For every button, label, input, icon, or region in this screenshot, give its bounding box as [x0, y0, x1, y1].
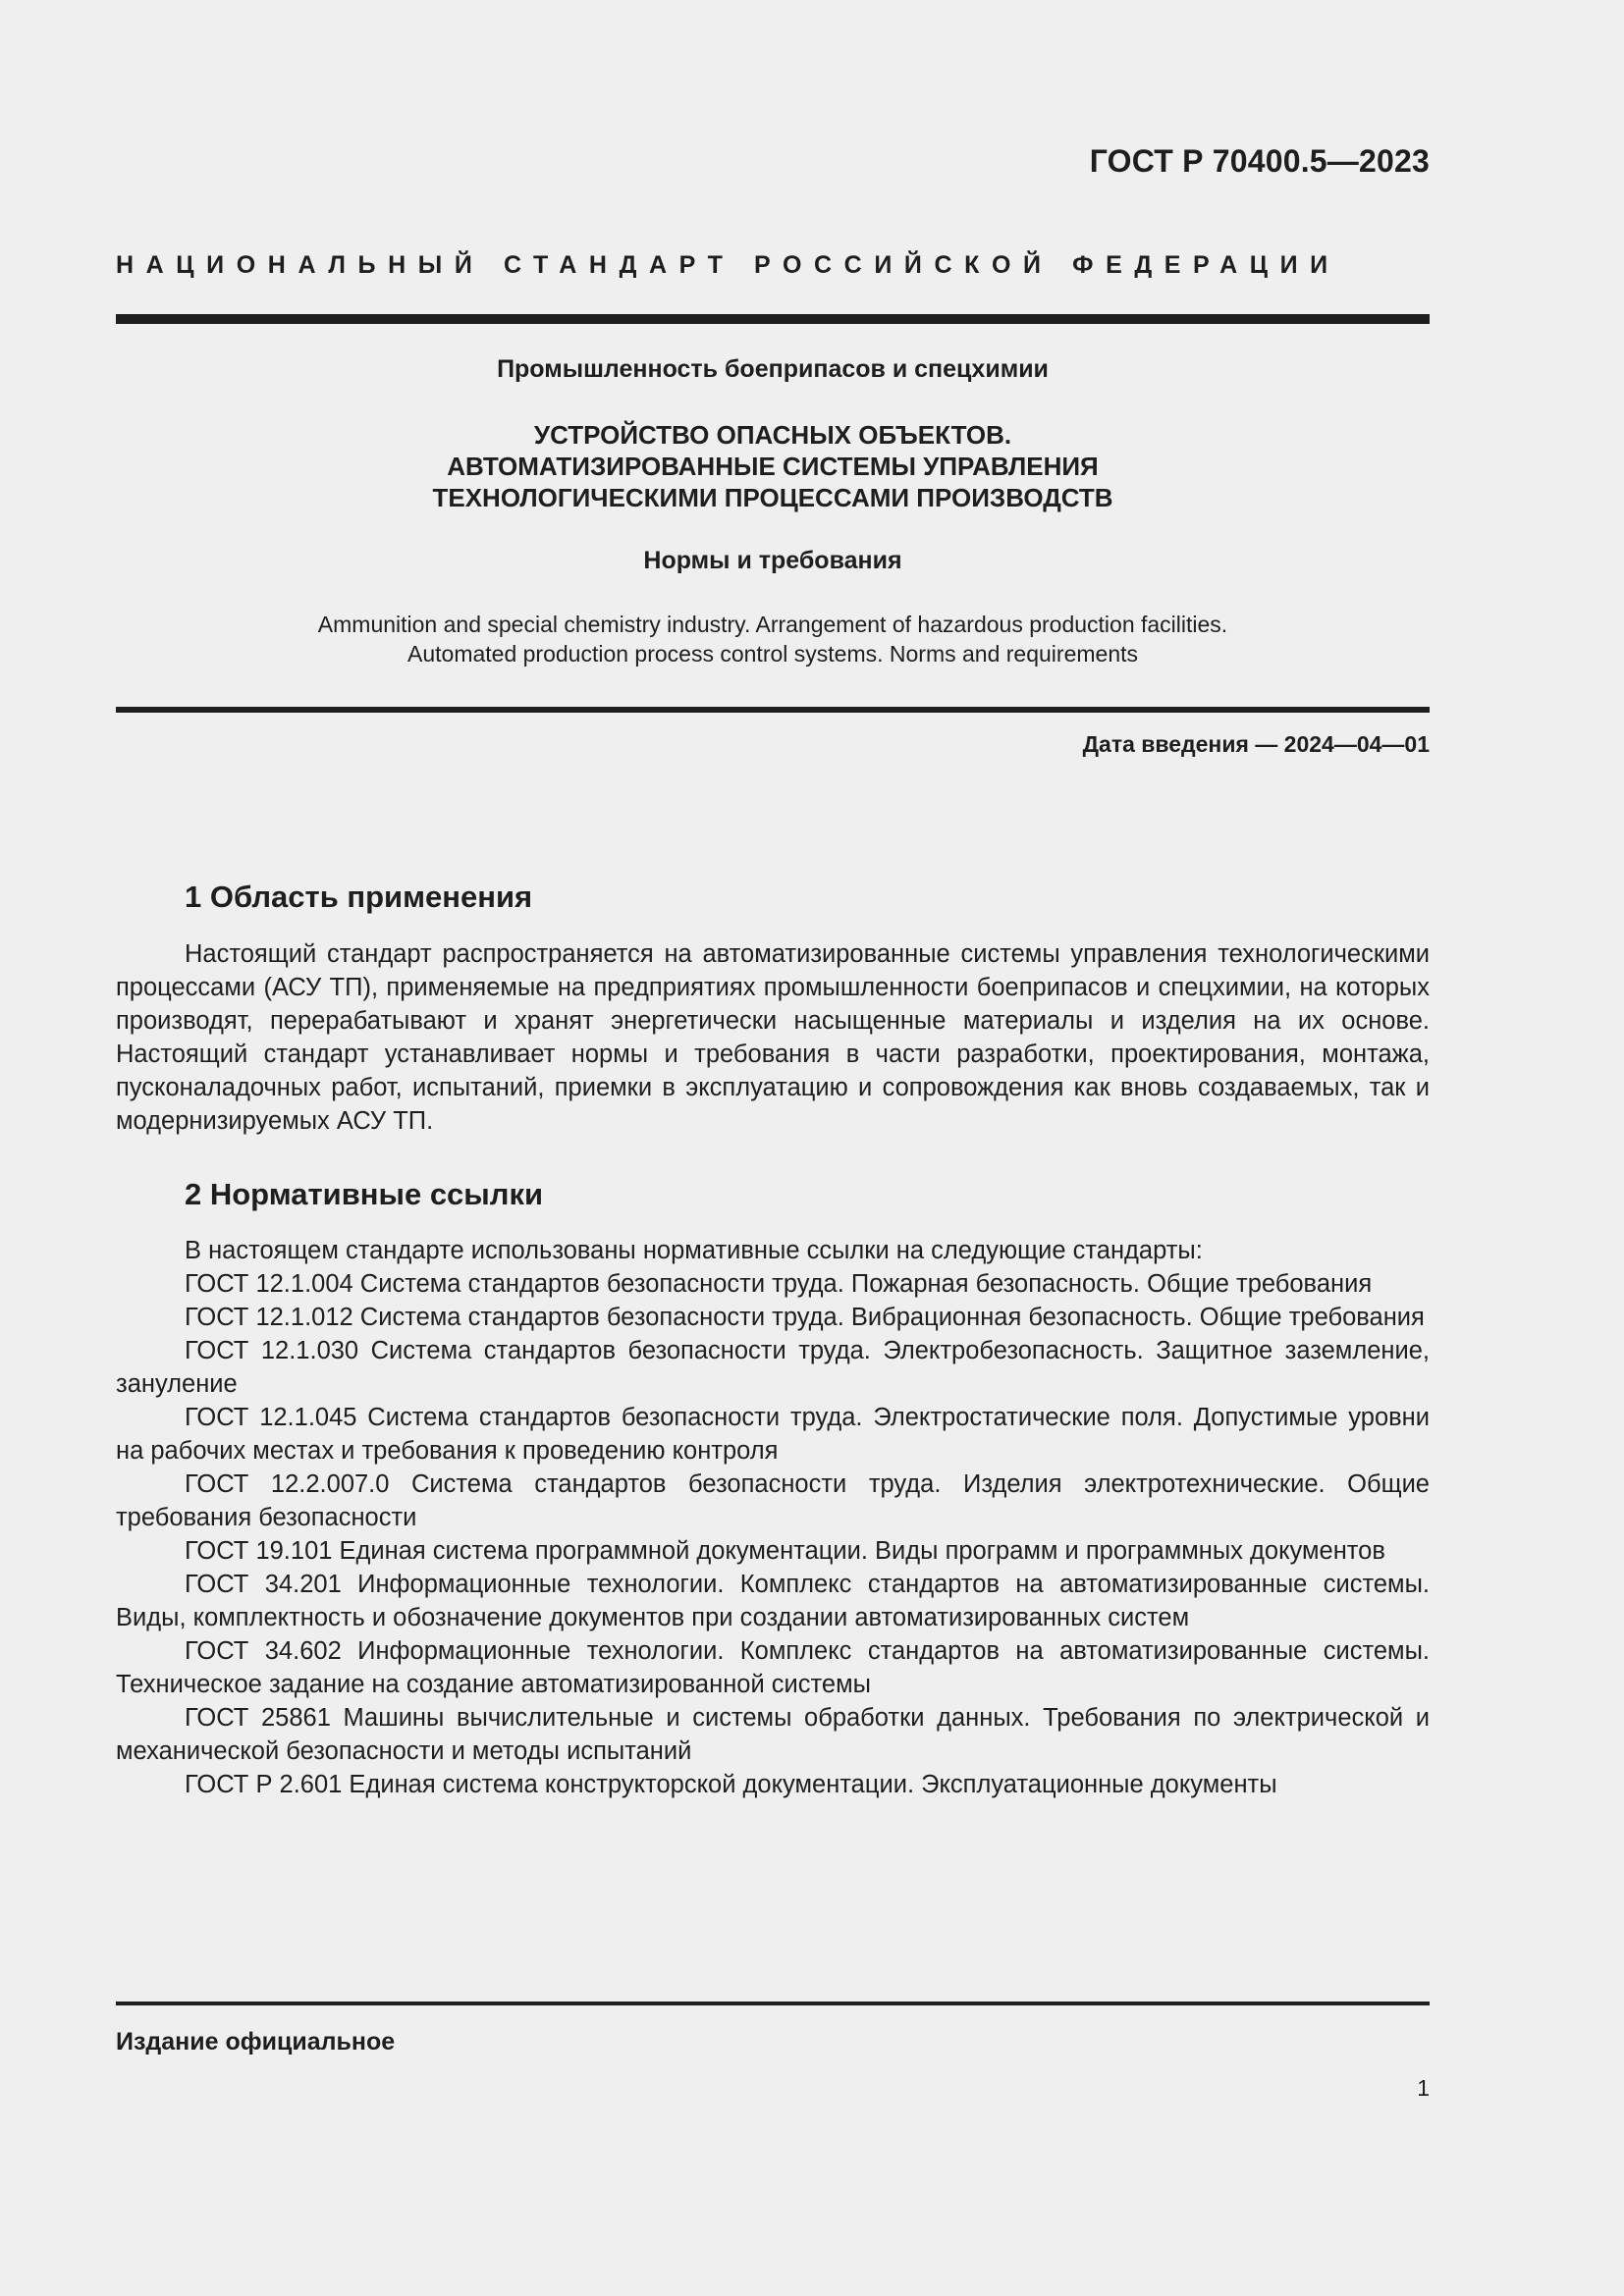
- reference-item: ГОСТ 34.201 Информационные технологии. Комплекс стандартов на автоматизированные системы. Виды, комплектность и обозначение документов при создании автоматизированных систем: [116, 1571, 1430, 1631]
- references-intro: В настоящем стандарте использованы нормативные ссылки на следующие стандарты:: [185, 1237, 1203, 1264]
- reference-item: ГОСТ 25861 Машины вычислительные и системы обработки данных. Требования по электрической и механической безопасности и методы испытаний: [116, 1704, 1430, 1765]
- reference-item: ГОСТ 12.1.004 Система стандартов безопасности труда. Пожарная безопасность. Общие требования: [185, 1270, 1373, 1298]
- reference-item: ГОСТ 34.602 Информационные технологии. Комплекс стандартов на автоматизированные системы. Техническое задание на создание автоматизированной системы: [116, 1637, 1430, 1698]
- page-number: 1: [1417, 2075, 1430, 2101]
- reference-item: ГОСТ 12.1.012 Система стандартов безопасности труда. Вибрационная безопасность. Общие требования: [185, 1304, 1425, 1331]
- introduction-date: Дата введения — 2024—04—01: [1082, 731, 1430, 757]
- section-heading-scope: 1 Область применения: [185, 880, 533, 914]
- main-title: [116, 419, 1430, 513]
- reference-item: ГОСТ 19.101 Единая система программной документации. Виды программ и программных документов: [185, 1537, 1385, 1565]
- english-title: [116, 610, 1430, 668]
- section-references-body: [116, 1234, 1430, 1801]
- section-scope-body: [116, 937, 1430, 1138]
- national-standard-banner: НАЦИОНАЛЬНЫЙ СТАНДАРТ РОССИЙСКОЙ ФЕДЕРАЦИИ: [116, 251, 1340, 279]
- industry-label: Промышленность боеприпасов и спецхимии: [497, 355, 1049, 383]
- document-id: ГОСТ Р 70400.5—2023: [1089, 143, 1430, 179]
- subtitle: Нормы и требования: [643, 547, 902, 574]
- main-title-line: АВТОМАТИЗИРОВАННЫЕ СИСТЕМЫ УПРАВЛЕНИЯ: [447, 452, 1099, 481]
- top-divider: [116, 314, 1430, 324]
- reference-item: ГОСТ 12.1.030 Система стандартов безопасности труда. Электробезопасность. Защитное заземление, зануление: [116, 1337, 1430, 1398]
- title-divider: [116, 707, 1430, 713]
- english-title-line: Ammunition and special chemistry industry. Arrangement of hazardous production facilities.: [317, 612, 1228, 637]
- reference-item: ГОСТ Р 2.601 Единая система конструкторской документации. Эксплуатационные документы: [185, 1771, 1277, 1798]
- footer-divider: [116, 2002, 1430, 2005]
- reference-item: ГОСТ 12.2.007.0 Система стандартов безопасности труда. Изделия электротехнические. Общие требования безопасности: [116, 1470, 1430, 1531]
- english-title-line: Automated production process control systems. Norms and requirements: [407, 641, 1138, 667]
- main-title-line: ТЕХНОЛОГИЧЕСКИМИ ПРОЦЕССАМИ ПРОИЗВОДСТВ: [432, 483, 1113, 512]
- main-title-line: УСТРОЙСТВО ОПАСНЫХ ОБЪЕКТОВ.: [533, 420, 1012, 450]
- paragraph: Настоящий стандарт распространяется на автоматизированные системы управления технологическими процессами (АСУ ТП), применяемые на предприятиях промышленности боеприпасов и спецхимии, на которых производят, перерабатывают и хранят энергетически насыщенные материалы и изделия на их основе. Настоящий стандарт устанавливает нормы и требования в части разработки, проектирования, монтажа, пусконаладочных работ, испытаний, приемки в эксплуатацию и сопровождения как вновь создаваемых, так и модернизируемых АСУ ТП.: [116, 940, 1430, 1135]
- official-edition-label: Издание официальное: [116, 2028, 396, 2056]
- reference-item: ГОСТ 12.1.045 Система стандартов безопасности труда. Электростатические поля. Допустимые уровни на рабочих местах и требования к проведению контроля: [116, 1404, 1430, 1465]
- section-heading-references: 2 Нормативные ссылки: [185, 1177, 544, 1211]
